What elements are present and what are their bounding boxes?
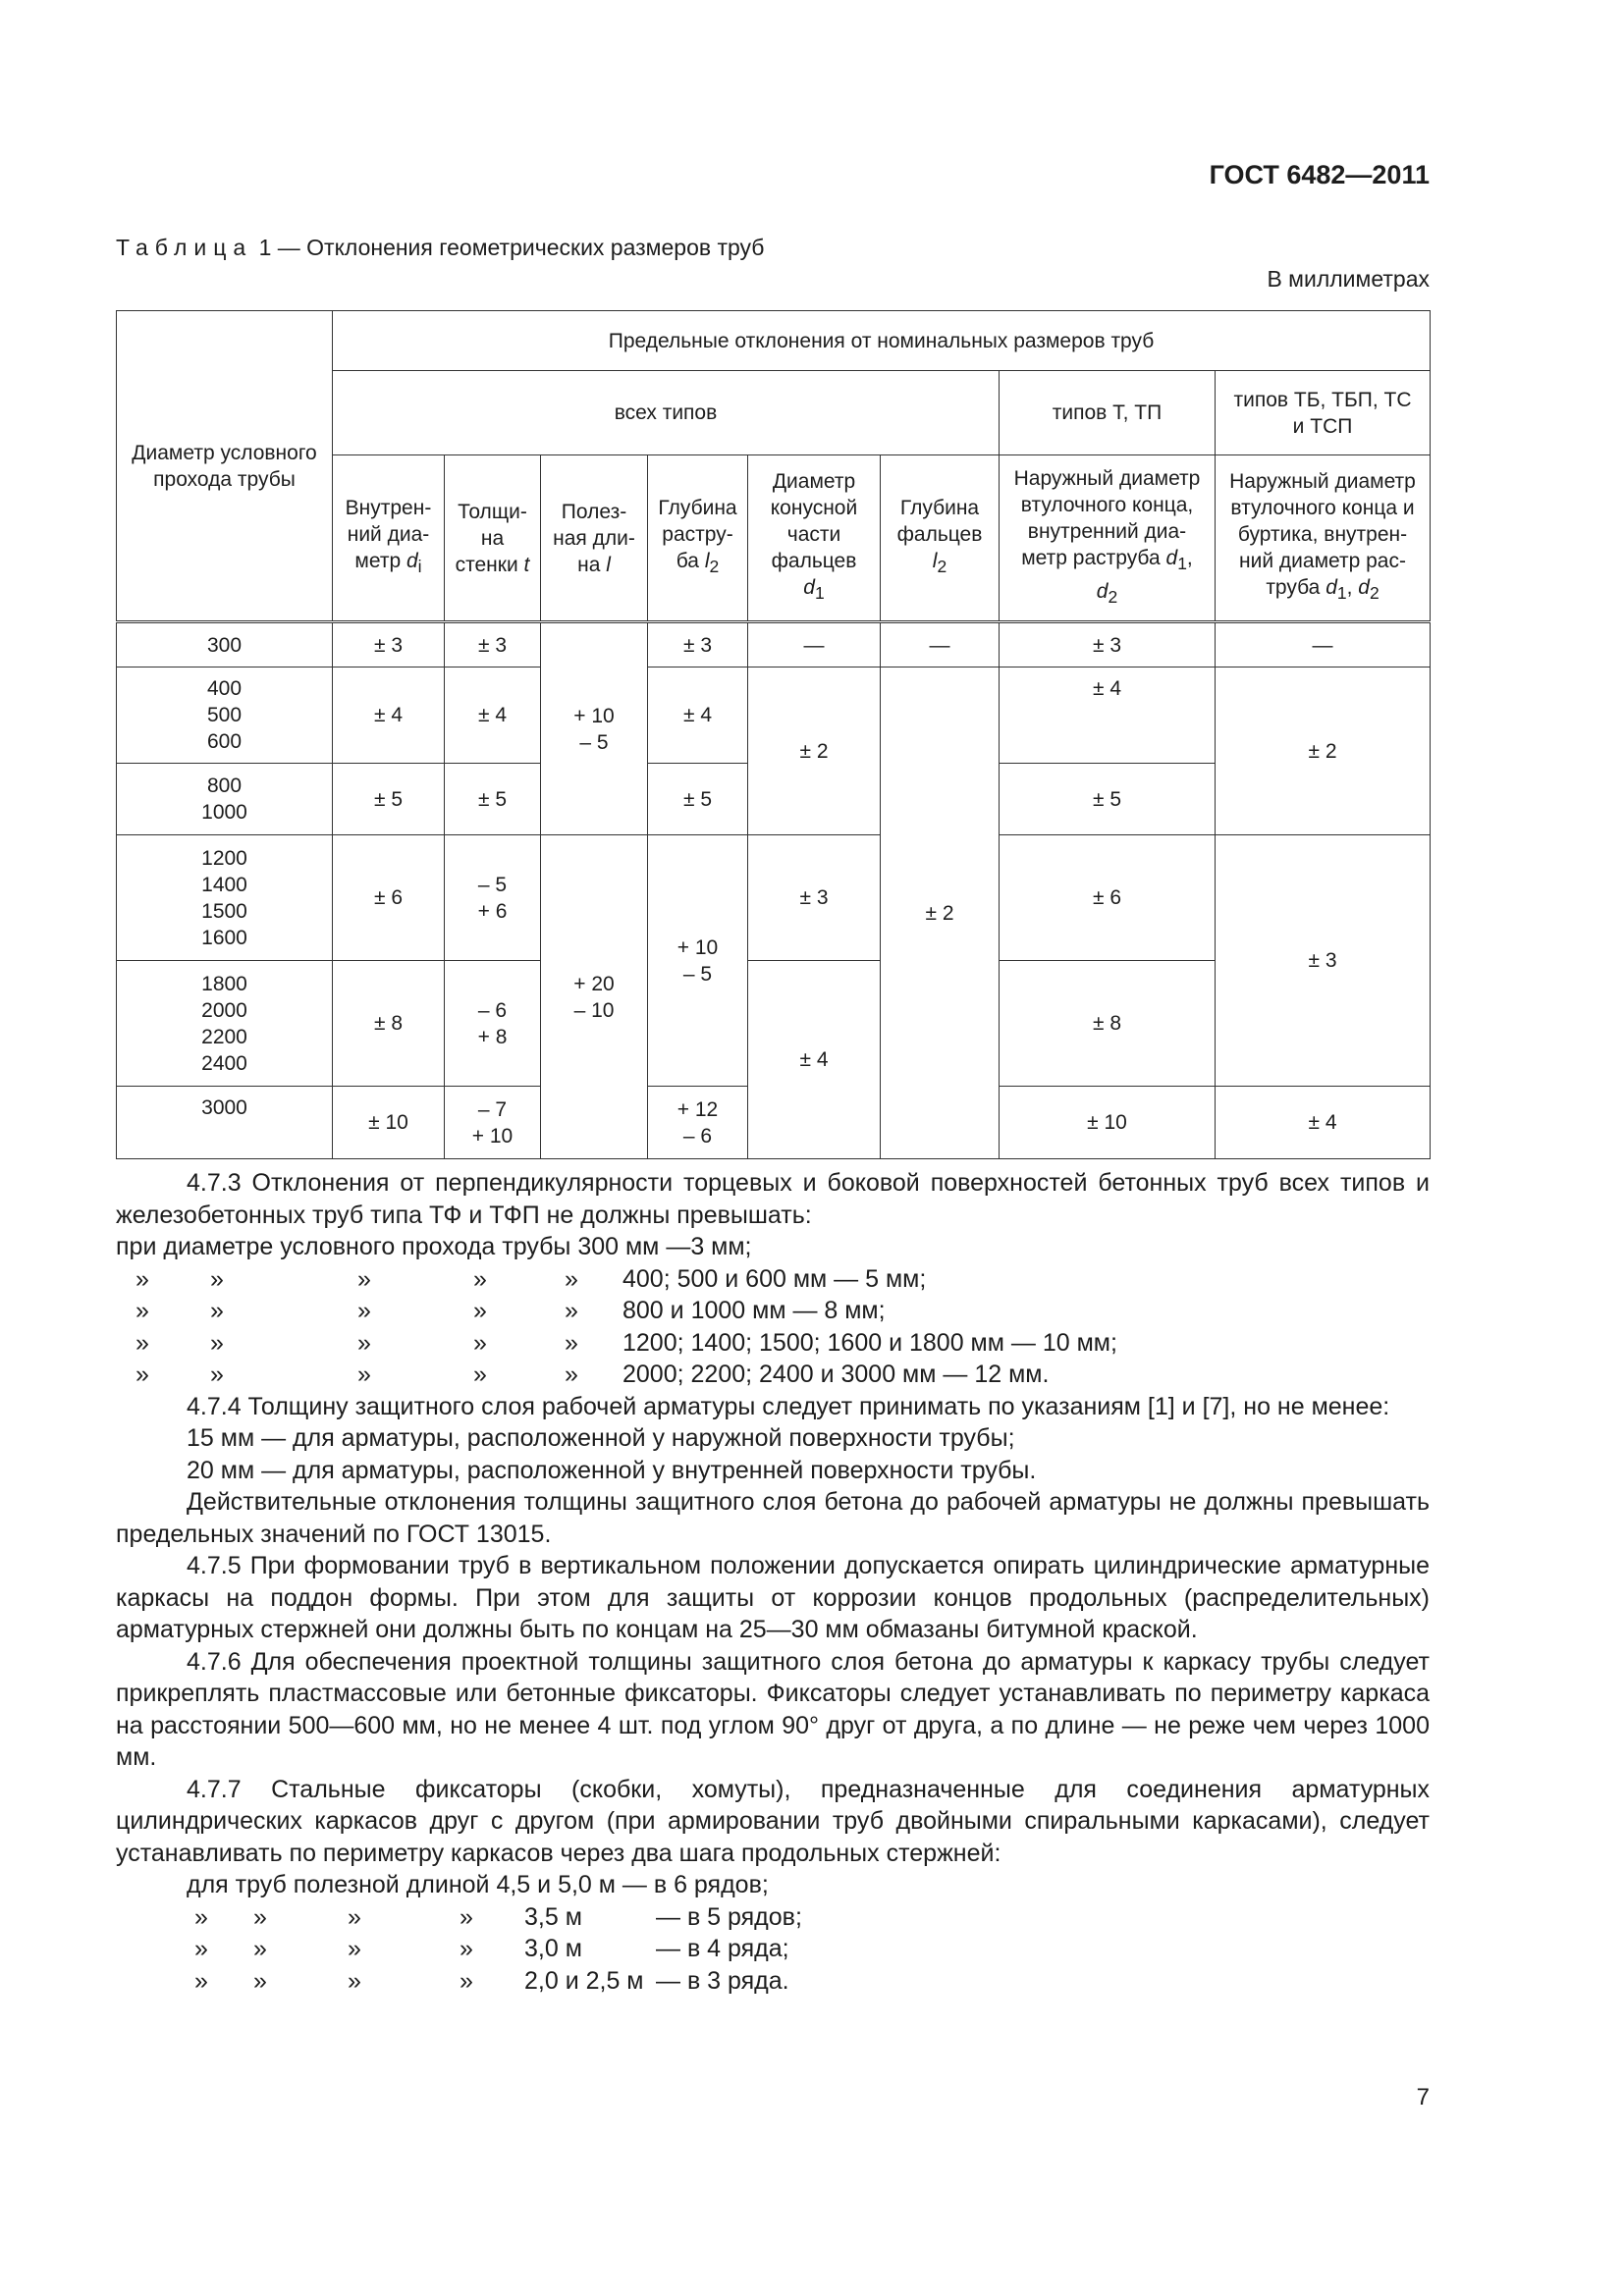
cell-diameter: 3000 (117, 1087, 333, 1159)
header-fold-depth: Глубина фальцев $l_2$ (881, 455, 1000, 622)
clause-4-7-5: 4.7.5 При формовании труб в вертикальном положении допускается опирать цилиндрические арматурные каркасы на поддон формы. При этом для защиты от коррозии концов продольных (распределительных) арматурных стержней они должны быть по концам на 25—30 мм обмазаны битумной краской. (116, 1552, 1430, 1643)
cell-wall: – 6 + 8 (445, 961, 541, 1087)
cell-diameter: 400 500 600 (117, 667, 333, 764)
cell-outer-tb: — (1216, 622, 1431, 667)
ditto-value: 400; 500 и 600 мм — 5 мм; (622, 1264, 927, 1293)
cell-cone: ± 4 (748, 961, 881, 1159)
cell-inner: ± 6 (333, 835, 445, 961)
cell-wall: – 5 + 6 (445, 835, 541, 961)
table-row (117, 667, 1431, 764)
ditto-row: » » » » » 1200; 1400; 1500; 1600 и 1800 мм — 10 мм; (116, 1327, 1430, 1360)
header-diameter: Диаметр условного прохода трубы (117, 311, 333, 622)
header-wall-thickness: Толщи- на стенки t (445, 455, 541, 622)
deviations-table (116, 310, 1431, 1159)
ditto-result: — в 5 рядов; (656, 1902, 802, 1931)
table-row (117, 622, 1431, 667)
cell-diameter: 1200 1400 1500 1600 (117, 835, 333, 961)
ditto-row: » » » » 3,5 м — в 5 рядов; (116, 1901, 1430, 1934)
cell-socket: ± 3 (648, 622, 748, 667)
cell-inner: ± 4 (333, 667, 445, 764)
ditto-row: » » » » » 2000; 2200; 2400 и 3000 мм — 12 мм. (116, 1359, 1430, 1391)
cell-diameter: 300 (117, 622, 333, 667)
header-limits: Предельные отклонения от номинальных размеров труб (333, 311, 1431, 371)
ditto-result: — в 3 ряда. (656, 1966, 789, 1995)
cell-outer-t: ± 6 (1000, 835, 1216, 961)
cell-socket: ± 5 (648, 764, 748, 835)
table-caption-prefix: Таблица (116, 235, 253, 260)
ditto-value: 2,0 и 2,5 м (524, 1966, 644, 1995)
cell-inner: ± 5 (333, 764, 445, 835)
ditto-row: » » » » 2,0 и 2,5 м — в 3 ряда. (116, 1965, 1430, 1998)
clause-4-7-7-line: для труб полезной длиной 4,5 и 5,0 м — в 6 рядов; (187, 1871, 769, 1898)
page-number: 7 (1416, 2084, 1430, 2110)
ditto-value: 1200; 1400; 1500; 1600 и 1800 мм — 10 мм; (622, 1328, 1117, 1357)
clause-4-7-4-note: Действительные отклонения толщины защитного слоя бетона до рабочей арматуры не должны превышать предельных значений по ГОСТ 13015. (116, 1488, 1430, 1548)
cell-inner: ± 8 (333, 961, 445, 1087)
cell-outer-t: ± 3 (1000, 622, 1216, 667)
cell-outer-tb: ± 2 (1216, 667, 1431, 835)
cell-socket: ± 4 (648, 667, 748, 764)
cell-inner: ± 3 (333, 622, 445, 667)
cell-outer-tb: ± 3 (1216, 835, 1431, 1087)
table-caption (116, 235, 764, 261)
cell-wall: ± 4 (445, 667, 541, 764)
cell-diameter: 800 1000 (117, 764, 333, 835)
clause-4-7-3: 4.7.3 Отклонения от перпендикулярности торцевых и боковой поверхностей бетонных труб всех типов и железобетонных труб типа ТФ и ТФП не должны превышать: (116, 1169, 1430, 1229)
cell-socket: + 12 – 6 (648, 1087, 748, 1159)
header-useful-length: Полез- ная дли- на l (541, 455, 648, 622)
cell-cone: ± 2 (748, 667, 881, 835)
cell-inner: ± 10 (333, 1087, 445, 1159)
clause-4-7-7: 4.7.7 Стальные фиксаторы (скобки, хомуты), предназначенные для соединения арматурных цилиндрических каркасов друг с другом (при армировании труб двойными спиральными каркасами), следует устанавливать по периметру каркасов через два шага продольных стержней: (116, 1775, 1430, 1867)
cell-fold: — (881, 622, 1000, 667)
document-code: ГОСТ 6482—2011 (1209, 160, 1430, 189)
clause-4-7-4: 4.7.4 Толщину защитного слоя рабочей арматуры следует принимать по указаниям [1] и [7], но не менее: (187, 1392, 1390, 1420)
ditto-value: 3,5 м (524, 1902, 582, 1931)
body-text (116, 1167, 1430, 1997)
cell-outer-t: ± 5 (1000, 764, 1216, 835)
header-cone-diameter: Диаметр конусной части фальцев $d_1$ (748, 455, 881, 622)
cell-outer-t: ± 4 (1000, 667, 1216, 764)
cell-cone: ± 3 (748, 835, 881, 961)
ditto-value: 800 и 1000 мм — 8 мм; (622, 1297, 886, 1324)
clause-4-7-3-line: при диаметре условного прохода трубы 300 мм —3 мм; (116, 1233, 752, 1260)
cell-diameter: 1800 2000 2200 2400 (117, 961, 333, 1087)
table-units: В миллиметрах (1267, 266, 1430, 292)
cell-wall: ± 5 (445, 764, 541, 835)
cell-fold: ± 2 (881, 667, 1000, 1159)
header-types-t: типов Т, ТП (1000, 371, 1216, 455)
cell-length: + 20 – 10 (541, 835, 648, 1159)
cell-outer-t: ± 10 (1000, 1087, 1216, 1159)
cell-wall: ± 3 (445, 622, 541, 667)
header-all-types: всех типов (333, 371, 1000, 455)
cell-outer-tb: ± 4 (1216, 1087, 1431, 1159)
ditto-row: » » » » » 400; 500 и 600 мм — 5 мм; (116, 1263, 1430, 1296)
cell-wall: – 7 + 10 (445, 1087, 541, 1159)
clause-4-7-4-item: 20 мм — для арматуры, расположенной у внутренней поверхности трубы. (187, 1456, 1037, 1484)
ditto-row: » » » » » 800 и 1000 мм — 8 мм; (116, 1295, 1430, 1327)
cell-length: + 10 – 5 (541, 622, 648, 835)
header-outer-diameter-tb: Наружный диаметр втулочного конца и буртика, внутрен- ний диаметр рас- труба $d_1$, $d_2$ (1216, 455, 1431, 622)
clause-4-7-4-item: 15 мм — для арматуры, расположенной у наружной поверхности трубы; (187, 1424, 1015, 1452)
ditto-result: — в 4 ряда; (656, 1935, 789, 1962)
header-types-tb: типов ТБ, ТБП, ТС и ТСП (1216, 371, 1431, 455)
cell-outer-t: ± 8 (1000, 961, 1216, 1087)
ditto-value: 2000; 2200; 2400 и 3000 мм — 12 мм. (622, 1361, 1050, 1388)
table-caption-title: 1 — Отклонения геометрических размеров труб (252, 235, 765, 260)
ditto-row: » » » » 3,0 м — в 4 ряда; (116, 1933, 1430, 1965)
header-outer-diameter-t: Наружный диаметр втулочного конца, внутренний диа- метр раструба $d_1$, $d_2$ (1000, 455, 1216, 622)
ditto-value: 3,0 м (524, 1935, 582, 1962)
clause-4-7-6: 4.7.6 Для обеспечения проектной толщины защитного слоя бетона до арматуры к каркасу трубы следует прикреплять пластмассовые или бетонные фиксаторы. Фиксаторы следует устанавливать по периметру каркаса на расстоянии 500—600 мм, но не менее 4 шт. под углом 90° друг от друга, а по длине — не реже чем через 1000 мм. (116, 1647, 1430, 1771)
cell-socket: + 10 – 5 (648, 835, 748, 1087)
cell-cone: — (748, 622, 881, 667)
header-socket-depth: Глубина растру- ба $l_2$ (648, 455, 748, 622)
header-inner-diameter: Внутрен- ний диа- метр $d_i$ (333, 455, 445, 622)
table-row (117, 835, 1431, 961)
